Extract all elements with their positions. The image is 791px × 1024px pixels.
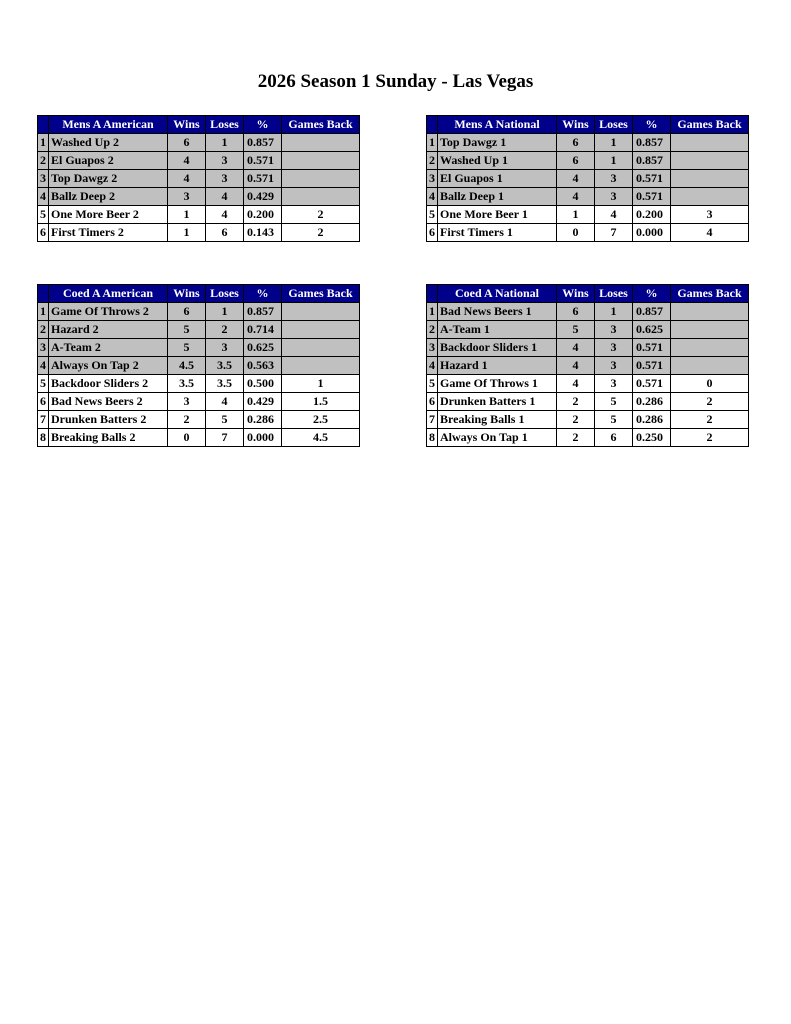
loses-cell: 3 <box>595 321 633 339</box>
rank-header <box>38 116 49 134</box>
games-back-cell: 1.5 <box>282 393 360 411</box>
pct-cell: 0.571 <box>244 170 282 188</box>
standings-table-coed-national <box>426 284 749 447</box>
pct-cell: 0.143 <box>244 224 282 242</box>
team-name-cell: First Timers 1 <box>438 224 557 242</box>
loses-cell: 4 <box>206 393 244 411</box>
table-row <box>427 357 749 375</box>
table-header-row <box>38 116 360 134</box>
games-back-header: Games Back <box>671 116 749 134</box>
wins-cell: 4 <box>168 170 206 188</box>
wins-cell: 2 <box>557 429 595 447</box>
rank-cell: 4 <box>38 357 49 375</box>
table-row <box>427 170 749 188</box>
loses-header: Loses <box>206 116 244 134</box>
wins-cell: 6 <box>557 303 595 321</box>
loses-cell: 5 <box>595 393 633 411</box>
division-name-header: Mens A American <box>49 116 168 134</box>
pct-cell: 0.571 <box>244 152 282 170</box>
loses-header: Loses <box>206 285 244 303</box>
wins-cell: 2 <box>557 393 595 411</box>
loses-cell: 3.5 <box>206 357 244 375</box>
loses-cell: 3 <box>206 170 244 188</box>
team-name-cell: Washed Up 1 <box>438 152 557 170</box>
team-name-cell: Breaking Balls 2 <box>49 429 168 447</box>
pct-cell: 0.857 <box>244 134 282 152</box>
pct-cell: 0.571 <box>633 170 671 188</box>
pct-cell: 0.429 <box>244 188 282 206</box>
wins-cell: 2 <box>557 411 595 429</box>
table-row <box>427 303 749 321</box>
pct-header: % <box>633 116 671 134</box>
table-header-row <box>427 116 749 134</box>
team-name-cell: Backdoor Sliders 2 <box>49 375 168 393</box>
table-row <box>38 303 360 321</box>
rank-cell: 1 <box>38 303 49 321</box>
team-name-cell: Drunken Batters 1 <box>438 393 557 411</box>
table-row <box>38 393 360 411</box>
wins-header: Wins <box>168 116 206 134</box>
table-row <box>427 411 749 429</box>
loses-cell: 3 <box>595 188 633 206</box>
games-back-cell <box>282 303 360 321</box>
team-name-cell: Bad News Beers 1 <box>438 303 557 321</box>
table-row <box>427 393 749 411</box>
games-back-cell: 2 <box>671 429 749 447</box>
pct-cell: 0.857 <box>633 134 671 152</box>
loses-cell: 3.5 <box>206 375 244 393</box>
loses-cell: 1 <box>595 134 633 152</box>
loses-cell: 1 <box>206 303 244 321</box>
loses-cell: 3 <box>595 375 633 393</box>
wins-cell: 4 <box>168 152 206 170</box>
loses-cell: 6 <box>206 224 244 242</box>
pct-header: % <box>633 285 671 303</box>
pct-cell: 0.857 <box>633 152 671 170</box>
rank-cell: 3 <box>38 339 49 357</box>
games-back-cell: 2.5 <box>282 411 360 429</box>
rank-cell: 6 <box>427 393 438 411</box>
games-back-cell <box>671 170 749 188</box>
pct-cell: 0.500 <box>244 375 282 393</box>
table-row <box>38 224 360 242</box>
wins-cell: 6 <box>168 303 206 321</box>
rank-cell: 6 <box>38 393 49 411</box>
pct-cell: 0.571 <box>633 357 671 375</box>
games-back-cell <box>671 188 749 206</box>
games-back-cell <box>282 152 360 170</box>
table-row <box>427 188 749 206</box>
rank-header <box>38 285 49 303</box>
rank-cell: 7 <box>427 411 438 429</box>
table-row <box>38 339 360 357</box>
games-back-cell <box>671 134 749 152</box>
wins-cell: 4 <box>557 357 595 375</box>
team-name-cell: One More Beer 1 <box>438 206 557 224</box>
wins-cell: 4 <box>557 375 595 393</box>
table-row <box>427 224 749 242</box>
games-back-header: Games Back <box>282 116 360 134</box>
loses-cell: 3 <box>206 339 244 357</box>
games-back-header: Games Back <box>282 285 360 303</box>
table-row <box>38 206 360 224</box>
rank-cell: 8 <box>38 429 49 447</box>
table-row <box>427 321 749 339</box>
division-name-header: Coed A National <box>438 285 557 303</box>
division-name-header: Coed A American <box>49 285 168 303</box>
pct-cell: 0.429 <box>244 393 282 411</box>
wins-cell: 4.5 <box>168 357 206 375</box>
team-name-cell: One More Beer 2 <box>49 206 168 224</box>
loses-header: Loses <box>595 285 633 303</box>
team-name-cell: Breaking Balls 1 <box>438 411 557 429</box>
team-name-cell: Always On Tap 2 <box>49 357 168 375</box>
team-name-cell: Ballz Deep 1 <box>438 188 557 206</box>
team-name-cell: Ballz Deep 2 <box>49 188 168 206</box>
pct-cell: 0.000 <box>244 429 282 447</box>
loses-cell: 3 <box>206 152 244 170</box>
games-back-cell: 4 <box>671 224 749 242</box>
team-name-cell: El Guapos 1 <box>438 170 557 188</box>
wins-cell: 5 <box>168 321 206 339</box>
page-title: 2026 Season 1 Sunday - Las Vegas <box>257 71 534 92</box>
team-name-cell: Top Dawgz 1 <box>438 134 557 152</box>
wins-cell: 3 <box>168 188 206 206</box>
pct-cell: 0.286 <box>633 411 671 429</box>
loses-header: Loses <box>595 116 633 134</box>
rank-header <box>427 285 438 303</box>
team-name-cell: Game Of Throws 1 <box>438 375 557 393</box>
wins-cell: 5 <box>168 339 206 357</box>
team-name-cell: Always On Tap 1 <box>438 429 557 447</box>
wins-cell: 5 <box>557 321 595 339</box>
team-name-cell: Washed Up 2 <box>49 134 168 152</box>
games-back-cell <box>282 188 360 206</box>
standings-table-mens-american <box>37 115 360 242</box>
pct-cell: 0.000 <box>633 224 671 242</box>
table-row <box>38 188 360 206</box>
loses-cell: 3 <box>595 339 633 357</box>
games-back-cell: 0 <box>671 375 749 393</box>
wins-cell: 1 <box>168 224 206 242</box>
loses-cell: 6 <box>595 429 633 447</box>
loses-cell: 1 <box>595 152 633 170</box>
wins-cell: 1 <box>557 206 595 224</box>
loses-cell: 1 <box>206 134 244 152</box>
table-row <box>38 134 360 152</box>
table-row <box>427 339 749 357</box>
wins-header: Wins <box>168 285 206 303</box>
table-row <box>427 134 749 152</box>
loses-cell: 1 <box>595 303 633 321</box>
pct-cell: 0.625 <box>633 321 671 339</box>
wins-cell: 0 <box>557 224 595 242</box>
rank-cell: 7 <box>38 411 49 429</box>
wins-cell: 3 <box>168 393 206 411</box>
loses-cell: 4 <box>206 206 244 224</box>
loses-cell: 4 <box>595 206 633 224</box>
loses-cell: 5 <box>595 411 633 429</box>
games-back-cell: 1 <box>282 375 360 393</box>
games-back-cell: 3 <box>671 206 749 224</box>
games-back-header: Games Back <box>671 285 749 303</box>
games-back-cell <box>282 170 360 188</box>
table-row <box>38 429 360 447</box>
standings-table-coed-american <box>37 284 360 447</box>
pct-cell: 0.200 <box>633 206 671 224</box>
rank-cell: 2 <box>38 321 49 339</box>
pct-cell: 0.714 <box>244 321 282 339</box>
rank-cell: 1 <box>427 134 438 152</box>
games-back-cell <box>282 357 360 375</box>
loses-cell: 3 <box>595 357 633 375</box>
games-back-cell: 2 <box>671 393 749 411</box>
pct-cell: 0.250 <box>633 429 671 447</box>
loses-cell: 3 <box>595 170 633 188</box>
pct-cell: 0.857 <box>633 303 671 321</box>
pct-header: % <box>244 285 282 303</box>
pct-header: % <box>244 116 282 134</box>
games-back-cell <box>671 357 749 375</box>
division-name-header: Mens A National <box>438 116 557 134</box>
rank-cell: 3 <box>427 170 438 188</box>
table-row <box>427 375 749 393</box>
rank-cell: 2 <box>427 321 438 339</box>
rank-cell: 5 <box>38 206 49 224</box>
wins-header: Wins <box>557 285 595 303</box>
team-name-cell: Hazard 1 <box>438 357 557 375</box>
pct-cell: 0.625 <box>244 339 282 357</box>
games-back-cell: 2 <box>671 411 749 429</box>
rank-cell: 1 <box>38 134 49 152</box>
wins-header: Wins <box>557 116 595 134</box>
table-row <box>427 429 749 447</box>
wins-cell: 2 <box>168 411 206 429</box>
rank-cell: 4 <box>38 188 49 206</box>
rank-cell: 3 <box>38 170 49 188</box>
rank-cell: 5 <box>38 375 49 393</box>
rank-cell: 8 <box>427 429 438 447</box>
games-back-cell <box>671 321 749 339</box>
pct-cell: 0.563 <box>244 357 282 375</box>
team-name-cell: Hazard 2 <box>49 321 168 339</box>
wins-cell: 4 <box>557 170 595 188</box>
rank-header <box>427 116 438 134</box>
loses-cell: 7 <box>595 224 633 242</box>
loses-cell: 5 <box>206 411 244 429</box>
rank-cell: 2 <box>427 152 438 170</box>
wins-cell: 6 <box>168 134 206 152</box>
games-back-cell <box>282 134 360 152</box>
rank-cell: 6 <box>38 224 49 242</box>
table-header-row <box>38 285 360 303</box>
table-row <box>38 152 360 170</box>
standings-table-mens-national <box>426 115 749 242</box>
pct-cell: 0.571 <box>633 188 671 206</box>
wins-cell: 6 <box>557 134 595 152</box>
rank-cell: 4 <box>427 357 438 375</box>
table-row <box>38 357 360 375</box>
games-back-cell: 2 <box>282 224 360 242</box>
loses-cell: 4 <box>206 188 244 206</box>
team-name-cell: Game Of Throws 2 <box>49 303 168 321</box>
pct-cell: 0.571 <box>633 339 671 357</box>
loses-cell: 2 <box>206 321 244 339</box>
team-name-cell: Drunken Batters 2 <box>49 411 168 429</box>
rank-cell: 3 <box>427 339 438 357</box>
table-row <box>427 152 749 170</box>
team-name-cell: El Guapos 2 <box>49 152 168 170</box>
rank-cell: 5 <box>427 206 438 224</box>
loses-cell: 7 <box>206 429 244 447</box>
games-back-cell <box>282 321 360 339</box>
pct-cell: 0.200 <box>244 206 282 224</box>
games-back-cell <box>282 339 360 357</box>
games-back-cell <box>671 303 749 321</box>
table-header-row <box>427 285 749 303</box>
team-name-cell: Bad News Beers 2 <box>49 393 168 411</box>
team-name-cell: A-Team 2 <box>49 339 168 357</box>
table-row <box>427 206 749 224</box>
games-back-cell: 4.5 <box>282 429 360 447</box>
games-back-cell <box>671 152 749 170</box>
rank-cell: 5 <box>427 375 438 393</box>
games-back-cell <box>671 339 749 357</box>
table-row <box>38 170 360 188</box>
pct-cell: 0.286 <box>633 393 671 411</box>
wins-cell: 6 <box>557 152 595 170</box>
pct-cell: 0.571 <box>633 375 671 393</box>
team-name-cell: Backdoor Sliders 1 <box>438 339 557 357</box>
pct-cell: 0.286 <box>244 411 282 429</box>
team-name-cell: Top Dawgz 2 <box>49 170 168 188</box>
rank-cell: 4 <box>427 188 438 206</box>
rank-cell: 6 <box>427 224 438 242</box>
team-name-cell: First Timers 2 <box>49 224 168 242</box>
table-row <box>38 375 360 393</box>
table-row <box>38 411 360 429</box>
pct-cell: 0.857 <box>244 303 282 321</box>
wins-cell: 3.5 <box>168 375 206 393</box>
games-back-cell: 2 <box>282 206 360 224</box>
wins-cell: 4 <box>557 188 595 206</box>
rank-cell: 2 <box>38 152 49 170</box>
rank-cell: 1 <box>427 303 438 321</box>
team-name-cell: A-Team 1 <box>438 321 557 339</box>
table-row <box>38 321 360 339</box>
wins-cell: 0 <box>168 429 206 447</box>
wins-cell: 1 <box>168 206 206 224</box>
wins-cell: 4 <box>557 339 595 357</box>
